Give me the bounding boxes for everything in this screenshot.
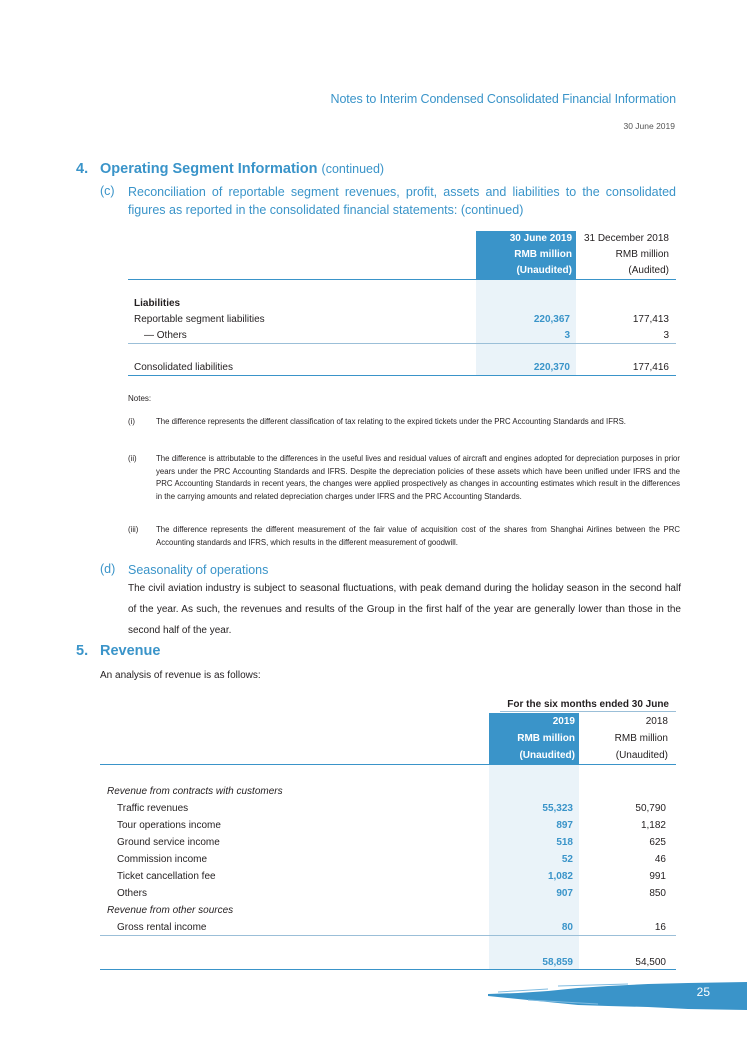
table-group-heading: Liabilities [134, 298, 181, 309]
col-header-line: 2019 [552, 716, 575, 727]
note-item [128, 416, 680, 429]
table-row-label: Commission income [117, 854, 208, 865]
table-rule [100, 969, 676, 970]
note-mark: (i) [128, 417, 135, 426]
col-header-line: RMB million [614, 733, 668, 744]
table-rule [100, 764, 676, 765]
note-mark: (iii) [128, 525, 139, 534]
table-rule [500, 711, 676, 712]
table-row-label: Traffic revenues [117, 803, 189, 814]
table-row-label: — Others [144, 330, 187, 341]
section-title [100, 161, 384, 177]
note-item [128, 453, 680, 503]
table-cell-current: 55,323 [542, 803, 573, 814]
table-cell-current: 1,082 [547, 871, 573, 882]
table-cell-prior: 46 [654, 854, 666, 865]
table-row-label: Others [117, 888, 148, 899]
body-paragraph: The civil aviation industry is subject to seasonal fluctuations, with peak demand during the holiday season in the second half of the year. As such, the revenues and results of the Group in the first half of the year are generally lower than those in the second half of the year. [128, 583, 681, 636]
table-cell-prior: 177,416 [632, 362, 669, 373]
table-rule [100, 935, 676, 936]
col-header-line: RMB million [517, 733, 575, 744]
running-header-date: 30 June 2019 [623, 121, 675, 131]
col-header-line: (Audited) [628, 265, 669, 276]
subsection-mark: (d) [100, 562, 116, 576]
col-header-line: 2018 [645, 716, 668, 727]
table-row-label: Reportable segment liabilities [134, 314, 265, 325]
section-continued: (continued) [321, 162, 385, 176]
table-row-label: Gross rental income [117, 922, 207, 933]
table-cell-current: 52 [561, 854, 573, 865]
note-mark: (ii) [128, 454, 137, 463]
subsection-mark: (c) [100, 184, 115, 198]
table-column-header-current [476, 231, 576, 279]
section-title-text: Operating Segment Information [100, 161, 318, 177]
note-text: The difference represents the different classification of tax relating to the expired tickets under the PRC Accounting Standards and IFRS. [156, 417, 626, 426]
col-header-line: (Unaudited) [615, 750, 668, 761]
table-cell-current: 907 [556, 888, 573, 899]
table-cell-current: 80 [561, 922, 573, 933]
table-row-label: Ground service income [117, 837, 220, 848]
subsection-heading: Reconciliation of reportable segment revenues, profit, assets and liabilities to the consolidated figures as reported in the consolidated financial statements: (continued) [128, 185, 676, 217]
table-cell-prior: 3 [663, 330, 669, 341]
col-header-line: (Unaudited) [516, 265, 572, 276]
table-cell-current: 220,370 [533, 362, 570, 373]
table-rule [128, 375, 676, 376]
note-text: The difference represents the different measurement of the fair value of acquisition cost of the shares from Shanghai Airlines between the PRC Accounting standards and IFRS, which results in the different measurement of goodwill. [156, 525, 680, 547]
table-cell-prior: 850 [649, 888, 666, 899]
table-row-label: Tour operations income [117, 820, 221, 831]
table-row-label: Ticket cancellation fee [117, 871, 216, 882]
table-cell-prior: 177,413 [632, 314, 669, 325]
table-cell-current: 220,367 [533, 314, 570, 325]
table-cell-prior: 16 [654, 922, 666, 933]
table-rule [128, 279, 676, 280]
table-rule [128, 343, 676, 344]
table-total-current: 58,859 [542, 957, 573, 968]
table-cell-current: 897 [556, 820, 573, 831]
col-header-line: 31 December 2018 [583, 233, 669, 244]
table-column-header-prior [576, 231, 669, 279]
page-number: 25 [696, 985, 710, 999]
table-group-heading: Revenue from contracts with customers [107, 786, 283, 797]
table-cell-current: 518 [556, 837, 573, 848]
table-column-header-current [489, 713, 579, 764]
col-header-line: RMB million [514, 249, 572, 260]
table-cell-prior: 50,790 [635, 803, 666, 814]
section-number: 5. [76, 643, 89, 659]
table-column-header-prior [579, 713, 668, 764]
subsection-heading: Seasonality of operations [128, 563, 269, 577]
section-title: Revenue [100, 643, 161, 659]
note-text: The difference is attributable to the differences in the useful lives and residual values of aircraft and engines adopted for depreciation purposes in prior years under the PRC Accounting Standards and IFRS. Despite the depreciation policies of these assets which have been unified under IFRS and the PRC Accounting Standards in recent years, the changes were applied prospectively as changes in accounting estimates which result in the differences in the carrying amounts and related depreciation charges under IFRS and the PRC Accounting Standards. [156, 454, 680, 501]
table-cell-prior: 991 [649, 871, 666, 882]
note-item [128, 524, 680, 549]
col-header-line: RMB million [615, 249, 669, 260]
notes-title: Notes: [128, 394, 152, 403]
section-intro: An analysis of revenue is as follows: [100, 670, 261, 681]
table-row-label: Consolidated liabilities [134, 362, 233, 373]
col-header-line: 30 June 2019 [509, 233, 572, 244]
table-cell-prior: 625 [649, 837, 666, 848]
table-cell-current: 3 [564, 330, 570, 341]
table-total-prior: 54,500 [635, 957, 666, 968]
table-cell-prior: 1,182 [640, 820, 666, 831]
table-period-heading: For the six months ended 30 June [507, 699, 669, 710]
table-group-heading: Revenue from other sources [107, 905, 234, 916]
col-header-line: (Unaudited) [519, 750, 575, 761]
section-number: 4. [76, 161, 89, 177]
running-header-title: Notes to Interim Condensed Consolidated Financial Information [330, 92, 676, 106]
